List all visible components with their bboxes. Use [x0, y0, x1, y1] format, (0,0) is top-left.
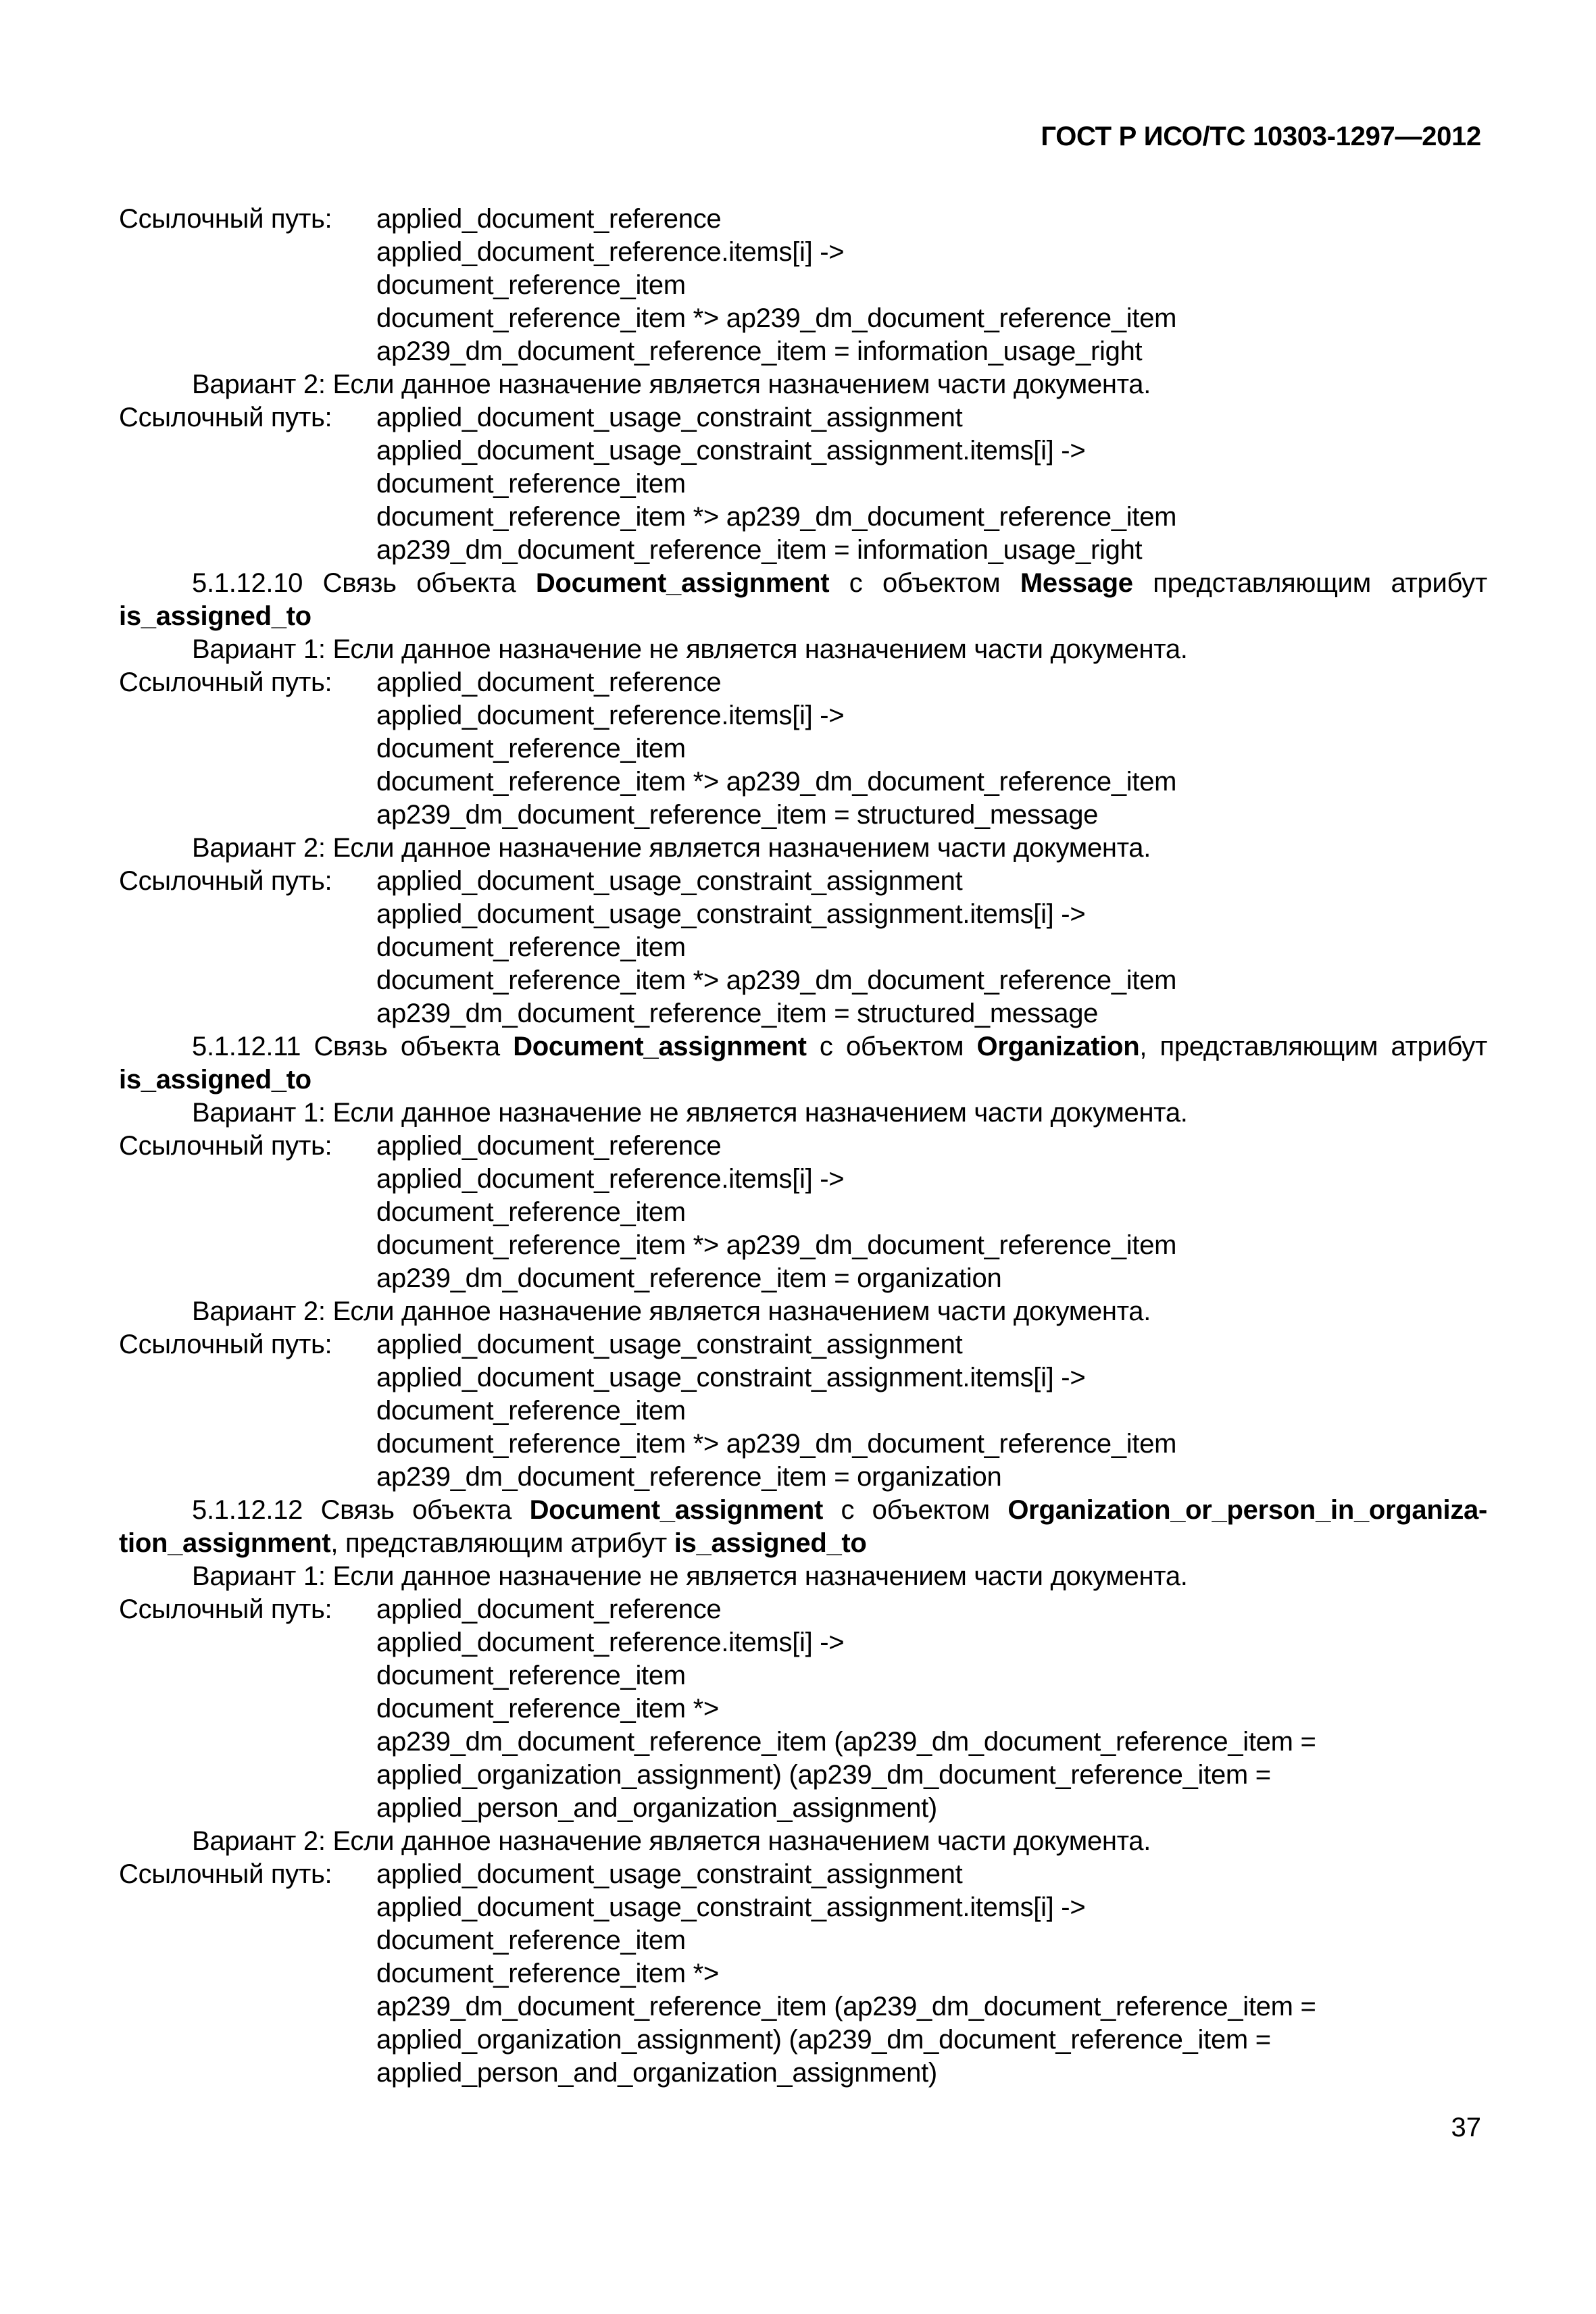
reference-path-row [119, 1262, 1487, 1295]
reference-path-row [119, 501, 1487, 534]
label-spacer [119, 1891, 376, 1924]
label-spacer [119, 1759, 376, 1792]
reference-path [119, 1858, 1487, 2090]
reference-path [119, 666, 1487, 832]
label-spacer [119, 799, 376, 832]
reference-path-row [119, 1163, 1487, 1196]
reference-path-row [119, 898, 1487, 931]
heading-text: с объектом [806, 1032, 977, 1061]
reference-path [119, 203, 1487, 368]
reference-path-row [119, 1792, 1487, 1825]
reference-path-line: applied_document_usage_constraint_assignment [376, 1330, 963, 1359]
reference-path-line: ap239_dm_document_reference_item = structured_message [376, 800, 1099, 830]
reference-path-line: ap239_dm_document_reference_item = organization [376, 1462, 1002, 1492]
reference-path-line: ap239_dm_document_reference_item = information_usage_right [376, 535, 1143, 565]
reference-path-line: document_reference_item *> ap239_dm_document_reference_item [376, 1230, 1177, 1260]
reference-path-line: ap239_dm_document_reference_item = structured_message [376, 999, 1099, 1028]
reference-path-row [119, 997, 1487, 1030]
heading-text: 5.1.12.10 Связь объекта [192, 568, 536, 598]
reference-path-row [119, 931, 1487, 964]
reference-path-line: applied_document_usage_constraint_assignment [376, 1859, 963, 1889]
reference-path-label: Ссылочный путь: [119, 1330, 332, 1359]
heading-text: 5.1.12.12 Связь объекта [192, 1495, 530, 1525]
reference-path-row [119, 865, 1487, 898]
reference-path [119, 1593, 1487, 1825]
reference-path-line: applied_organization_assignment) (ap239_dm_document_reference_item = [376, 1760, 1271, 1790]
label-spacer [119, 1229, 376, 1262]
reference-path-label: Ссылочный путь: [119, 866, 332, 896]
reference-path-label: Ссылочный путь: [119, 1131, 332, 1161]
variant-line: Вариант 2: Если данное назначение является назначением части документа. [192, 833, 1151, 863]
reference-path-label: Ссылочный путь: [119, 204, 332, 234]
reference-path-line: ap239_dm_document_reference_item = information_usage_right [376, 336, 1143, 366]
reference-path-row [119, 302, 1487, 335]
reference-path [119, 865, 1487, 1030]
reference-path-row [119, 1759, 1487, 1792]
reference-path-line: document_reference_item [376, 1661, 686, 1690]
reference-path-row [119, 732, 1487, 765]
heading-entity-name: is_assigned_to [119, 1065, 311, 1095]
reference-path-label: Ссылочный путь: [119, 1859, 332, 1889]
label-spacer [119, 501, 376, 534]
label-spacer [119, 964, 376, 997]
reference-path-row [119, 1957, 1487, 1990]
reference-path-row [119, 1196, 1487, 1229]
label-spacer [119, 1461, 376, 1494]
label-spacer [119, 2057, 376, 2090]
label-spacer [119, 1792, 376, 1825]
document-body [119, 203, 1487, 2090]
reference-path-row [119, 666, 1487, 699]
reference-path-line: ap239_dm_document_reference_item (ap239_dm_document_reference_item = [376, 1992, 1316, 2021]
reference-path-row [119, 765, 1487, 799]
heading-entity-name: Organization_or_person_in_organiza-tion_assignment [119, 1495, 1487, 1558]
label-spacer [119, 434, 376, 468]
reference-path-line: document_reference_item *> ap239_dm_document_reference_item [376, 1429, 1177, 1459]
reference-path-row [119, 468, 1487, 501]
reference-path-line: applied_document_reference [376, 668, 722, 697]
reference-path-row [119, 534, 1487, 567]
reference-path-line: document_reference_item [376, 1197, 686, 1227]
label-spacer [119, 269, 376, 302]
heading-text: представляющим атрибут [1132, 568, 1487, 598]
reference-path-row [119, 1891, 1487, 1924]
reference-path-line: applied_document_usage_constraint_assignment.items[i] -> [376, 899, 1086, 929]
reference-path-line: applied_document_usage_constraint_assignment.items[i] -> [376, 1363, 1086, 1392]
reference-path-line: applied_document_reference.items[i] -> [376, 701, 845, 730]
reference-path-line: applied_organization_assignment) (ap239_dm_document_reference_item = [376, 2025, 1271, 2055]
reference-path-row [119, 799, 1487, 832]
reference-path-line: applied_document_usage_constraint_assignment [376, 866, 963, 896]
label-spacer [119, 931, 376, 964]
variant-line: Вариант 2: Если данное назначение является назначением части документа. [192, 370, 1151, 399]
section-heading [119, 567, 1487, 633]
heading-entity-name: is_assigned_to [119, 601, 311, 631]
heading-text: , представляющим атрибут [330, 1528, 674, 1558]
label-spacer [119, 732, 376, 765]
label-spacer [119, 1428, 376, 1461]
reference-path-row [119, 1924, 1487, 1957]
reference-path-row [119, 434, 1487, 468]
reference-path [119, 401, 1487, 567]
label-spacer [119, 1262, 376, 1295]
reference-path-row [119, 699, 1487, 732]
reference-path-line: document_reference_item *> [376, 1959, 719, 1988]
heading-entity-name: Organization [976, 1032, 1140, 1061]
label-spacer [119, 699, 376, 732]
reference-path-line: applied_document_reference [376, 1131, 722, 1161]
reference-path [119, 1328, 1487, 1494]
reference-path-row [119, 2023, 1487, 2057]
reference-path-line: applied_document_reference.items[i] -> [376, 237, 845, 267]
reference-path-line: document_reference_item [376, 1396, 686, 1426]
variant-line: Вариант 1: Если данное назначение не является назначением части документа. [192, 1098, 1188, 1128]
heading-text: , представляющим атрибут [1139, 1032, 1487, 1061]
reference-path-row [119, 1726, 1487, 1759]
label-spacer [119, 1957, 376, 1990]
reference-path-row [119, 1130, 1487, 1163]
document-header: ГОСТ Р ИСО/ТС 10303-1297—2012 [1041, 122, 1481, 151]
reference-path-row [119, 1990, 1487, 2023]
reference-path-line: document_reference_item [376, 469, 686, 499]
label-spacer [119, 1361, 376, 1394]
reference-path-row [119, 964, 1487, 997]
label-spacer [119, 1692, 376, 1726]
label-spacer [119, 468, 376, 501]
reference-path-label: Ссылочный путь: [119, 403, 332, 432]
label-spacer [119, 534, 376, 567]
reference-path-line: document_reference_item *> ap239_dm_document_reference_item [376, 965, 1177, 995]
label-spacer [119, 335, 376, 368]
reference-path-line: document_reference_item [376, 270, 686, 300]
reference-path-line: applied_document_reference.items[i] -> [376, 1164, 845, 1194]
label-spacer [119, 1990, 376, 2023]
reference-path-label: Ссылочный путь: [119, 1594, 332, 1624]
reference-path-row [119, 1692, 1487, 1726]
section-heading [119, 1030, 1487, 1097]
reference-path-row [119, 1229, 1487, 1262]
label-spacer [119, 1924, 376, 1957]
reference-path-line: document_reference_item *> [376, 1694, 719, 1724]
reference-path-label: Ссылочный путь: [119, 668, 332, 697]
label-spacer [119, 1726, 376, 1759]
variant-line: Вариант 2: Если данное назначение является назначением части документа. [192, 1826, 1151, 1856]
reference-path-line: applied_document_reference.items[i] -> [376, 1628, 845, 1657]
label-spacer [119, 236, 376, 269]
reference-path-line: document_reference_item [376, 932, 686, 962]
reference-path-row [119, 1428, 1487, 1461]
reference-path-line: ap239_dm_document_reference_item (ap239_dm_document_reference_item = [376, 1727, 1316, 1757]
reference-path-line: document_reference_item *> ap239_dm_document_reference_item [376, 303, 1177, 333]
label-spacer [119, 997, 376, 1030]
heading-entity-name: Document_assignment [535, 568, 830, 598]
label-spacer [119, 1196, 376, 1229]
label-spacer [119, 302, 376, 335]
reference-path-line: ap239_dm_document_reference_item = organization [376, 1263, 1002, 1293]
label-spacer [119, 765, 376, 799]
section-heading [119, 1494, 1487, 1560]
heading-entity-name: Document_assignment [513, 1032, 807, 1061]
reference-path-line: document_reference_item *> ap239_dm_document_reference_item [376, 502, 1177, 532]
reference-path-line: applied_document_reference [376, 1594, 722, 1624]
reference-path-line: applied_person_and_organization_assignment) [376, 2058, 937, 2088]
reference-path-line: applied_document_usage_constraint_assignment [376, 403, 963, 432]
label-spacer [119, 1659, 376, 1692]
heading-text: 5.1.12.11 Связь объекта [192, 1032, 514, 1061]
reference-path [119, 1130, 1487, 1295]
reference-path-row [119, 2057, 1487, 2090]
reference-path-row [119, 1659, 1487, 1692]
reference-path-line: applied_document_usage_constraint_assignment.items[i] -> [376, 436, 1086, 466]
label-spacer [119, 1394, 376, 1428]
label-spacer [119, 1163, 376, 1196]
reference-path-row [119, 269, 1487, 302]
reference-path-line: document_reference_item *> ap239_dm_document_reference_item [376, 767, 1177, 797]
reference-path-row [119, 1626, 1487, 1659]
variant-line: Вариант 1: Если данное назначение не является назначением части документа. [192, 634, 1188, 664]
reference-path-row [119, 401, 1487, 434]
variant-line: Вариант 2: Если данное назначение является назначением части документа. [192, 1297, 1151, 1326]
label-spacer [119, 2023, 376, 2057]
reference-path-line: applied_document_usage_constraint_assignment.items[i] -> [376, 1892, 1086, 1922]
heading-entity-name: Document_assignment [529, 1495, 823, 1525]
reference-path-row [119, 335, 1487, 368]
reference-path-line: document_reference_item [376, 734, 686, 763]
reference-path-row [119, 1858, 1487, 1891]
reference-path-row [119, 1361, 1487, 1394]
reference-path-row [119, 1593, 1487, 1626]
reference-path-row [119, 1328, 1487, 1361]
label-spacer [119, 898, 376, 931]
reference-path-row [119, 1394, 1487, 1428]
reference-path-row [119, 236, 1487, 269]
heading-text: с объектом [829, 568, 1020, 598]
reference-path-line: applied_document_reference [376, 204, 722, 234]
reference-path-line: applied_person_and_organization_assignment) [376, 1793, 937, 1823]
variant-line: Вариант 1: Если данное назначение не является назначением части документа. [192, 1561, 1188, 1591]
heading-entity-name: Message [1020, 568, 1133, 598]
page-number: 37 [1451, 2113, 1481, 2142]
reference-path-row [119, 1461, 1487, 1494]
reference-path-line: document_reference_item [376, 1926, 686, 1955]
reference-path-row [119, 203, 1487, 236]
heading-entity-name: is_assigned_to [674, 1528, 867, 1558]
label-spacer [119, 1626, 376, 1659]
heading-text: с объектом [823, 1495, 1008, 1525]
